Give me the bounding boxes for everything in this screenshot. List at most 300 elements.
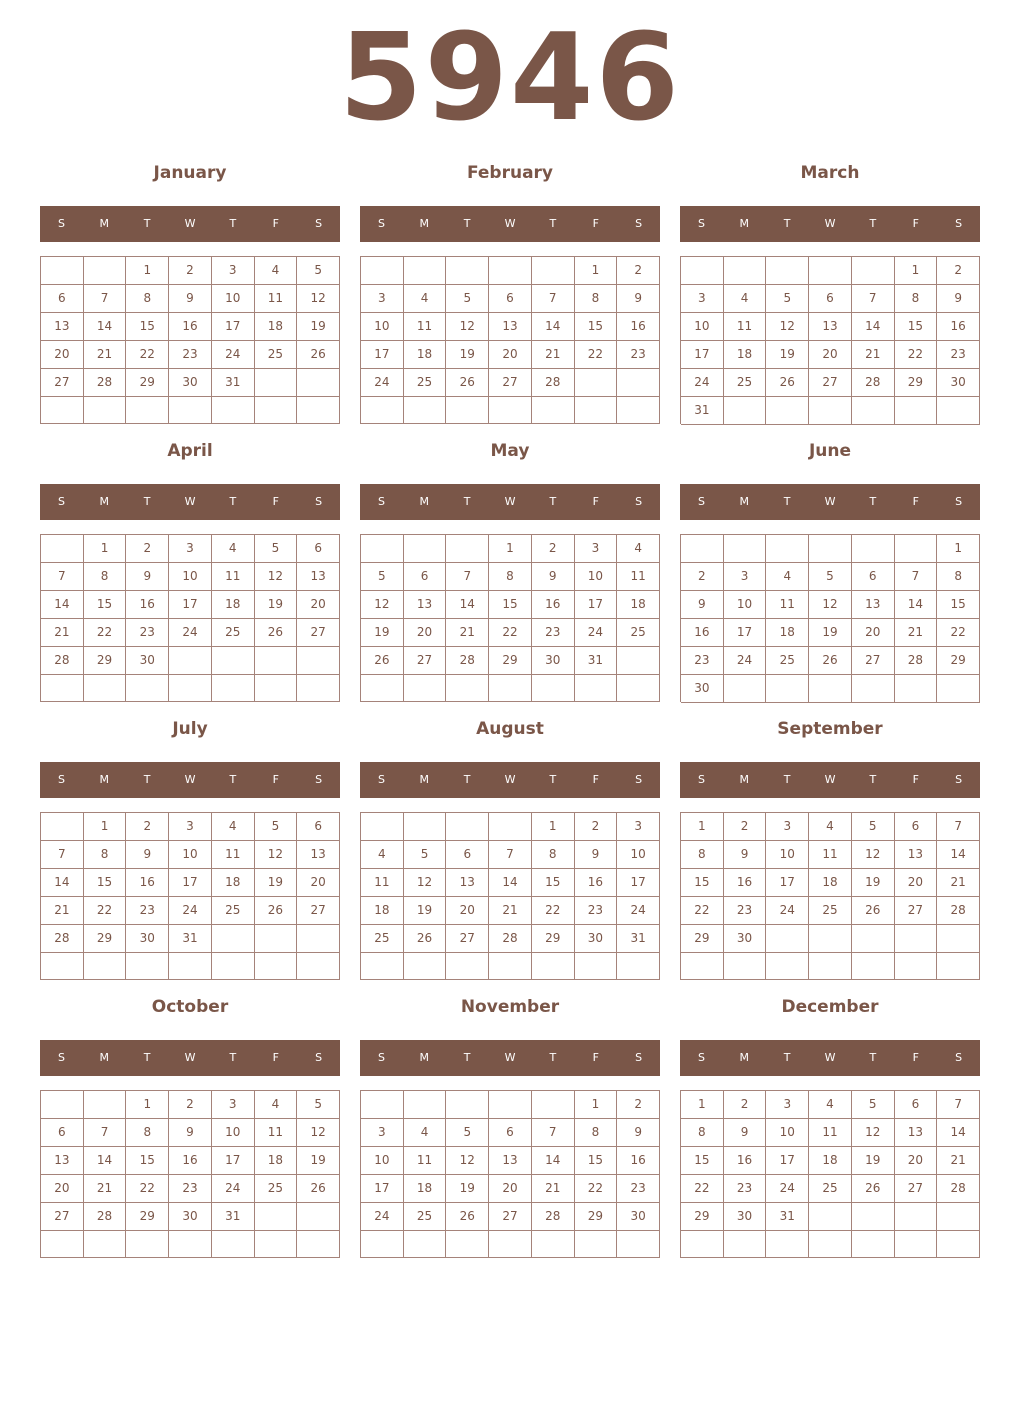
day-cell: 26	[852, 1175, 895, 1203]
weekday-label: F	[912, 773, 919, 786]
day-cell: 5	[361, 563, 404, 591]
day-cell	[489, 953, 532, 980]
day-cell	[809, 257, 852, 285]
weekday-label: F	[592, 773, 599, 786]
day-cell: 18	[255, 313, 298, 341]
day-cell: 30	[617, 1203, 660, 1231]
day-cell: 22	[937, 619, 980, 647]
day-cell: 27	[489, 369, 532, 397]
month-title: May	[490, 441, 530, 461]
day-cell	[41, 675, 84, 702]
day-cell: 2	[937, 257, 980, 285]
day-cell	[852, 675, 895, 703]
day-cell: 15	[532, 869, 575, 897]
day-cell: 1	[937, 535, 980, 563]
day-cell	[297, 397, 340, 424]
weekday-label: S	[315, 1051, 323, 1064]
day-cell: 24	[169, 897, 212, 925]
day-cell: 16	[937, 313, 980, 341]
day-cell: 25	[766, 647, 809, 675]
day-cell: 11	[724, 313, 767, 341]
day-cell: 16	[169, 1147, 212, 1175]
day-cell: 18	[212, 869, 255, 897]
day-cell: 1	[126, 257, 169, 285]
day-cell	[84, 397, 127, 424]
day-cell: 20	[895, 1147, 938, 1175]
day-cell: 30	[937, 369, 980, 397]
day-cell: 1	[681, 1091, 724, 1119]
weekday-label: T	[463, 1051, 471, 1064]
day-cell	[169, 1231, 212, 1258]
weekday-header	[40, 484, 340, 520]
day-cell: 23	[681, 647, 724, 675]
day-cell: 13	[297, 841, 340, 869]
weekday-label: S	[955, 1051, 963, 1064]
day-cell: 3	[766, 813, 809, 841]
day-cell: 26	[404, 925, 447, 953]
day-cell: 26	[255, 897, 298, 925]
day-cell	[575, 369, 618, 397]
day-cell	[895, 397, 938, 425]
day-cell: 7	[84, 285, 127, 313]
day-cell	[404, 1231, 447, 1258]
day-cell: 14	[446, 591, 489, 619]
day-cell: 22	[84, 619, 127, 647]
day-cell	[724, 535, 767, 563]
day-cell: 23	[575, 897, 618, 925]
day-cell: 28	[532, 1203, 575, 1231]
day-cell: 29	[681, 925, 724, 953]
day-cell: 5	[766, 285, 809, 313]
day-cell: 30	[532, 647, 575, 675]
day-cell: 6	[895, 813, 938, 841]
day-cell: 26	[297, 1175, 340, 1203]
day-cell: 8	[575, 1119, 618, 1147]
day-cell: 28	[895, 647, 938, 675]
day-cell	[489, 1091, 532, 1119]
day-cell	[852, 397, 895, 425]
day-cell: 11	[255, 1119, 298, 1147]
weekday-label: S	[697, 773, 705, 786]
weekday-label: M	[99, 1051, 110, 1064]
day-cell: 17	[361, 1175, 404, 1203]
day-cell: 8	[937, 563, 980, 591]
weekday-label: T	[229, 1051, 237, 1064]
weekday-label: S	[697, 217, 705, 230]
day-cell	[937, 953, 980, 980]
day-cell: 5	[255, 813, 298, 841]
day-cell: 7	[41, 841, 84, 869]
day-cell: 17	[766, 1147, 809, 1175]
day-cell: 6	[446, 841, 489, 869]
day-cell: 27	[41, 1203, 84, 1231]
day-cell: 12	[446, 313, 489, 341]
day-cell: 10	[212, 1119, 255, 1147]
weekday-label: T	[549, 495, 557, 508]
day-cell	[169, 397, 212, 424]
day-cell	[724, 257, 767, 285]
day-cell: 4	[809, 813, 852, 841]
day-cell	[532, 1231, 575, 1258]
weekday-label: M	[739, 495, 750, 508]
month-title: December	[781, 997, 879, 1017]
day-cell: 31	[681, 397, 724, 425]
day-cell	[617, 369, 660, 397]
day-cell	[575, 953, 618, 980]
day-cell: 25	[361, 925, 404, 953]
day-cell	[681, 535, 724, 563]
day-cell: 11	[361, 869, 404, 897]
day-cell: 19	[852, 1147, 895, 1175]
day-cell: 21	[84, 1175, 127, 1203]
day-cell	[169, 647, 212, 675]
day-cell	[361, 397, 404, 424]
day-cell	[84, 1091, 127, 1119]
day-cell	[84, 675, 127, 702]
weekday-label: M	[99, 773, 110, 786]
day-cell: 28	[937, 1175, 980, 1203]
weekday-label: T	[143, 495, 151, 508]
day-cell	[361, 1231, 404, 1258]
day-cell: 26	[809, 647, 852, 675]
day-cell	[126, 675, 169, 702]
day-cell: 25	[255, 341, 298, 369]
day-cell: 16	[681, 619, 724, 647]
day-cell	[766, 257, 809, 285]
day-cell: 21	[937, 869, 980, 897]
weekday-header	[360, 206, 660, 242]
day-cell: 14	[41, 869, 84, 897]
day-cell: 26	[446, 369, 489, 397]
day-cell: 20	[404, 619, 447, 647]
day-grid	[680, 1090, 980, 1258]
day-cell	[212, 675, 255, 702]
day-cell: 13	[41, 1147, 84, 1175]
day-cell: 25	[809, 897, 852, 925]
weekday-label: T	[463, 773, 471, 786]
day-cell	[41, 813, 84, 841]
day-cell: 12	[361, 591, 404, 619]
day-cell: 19	[255, 591, 298, 619]
month-title: February	[466, 163, 554, 183]
weekday-label: S	[697, 1051, 705, 1064]
weekday-label: F	[272, 217, 279, 230]
day-cell: 9	[169, 285, 212, 313]
day-cell: 13	[404, 591, 447, 619]
day-cell: 13	[446, 869, 489, 897]
weekday-label: T	[783, 1051, 791, 1064]
weekday-label: T	[869, 773, 877, 786]
weekday-label: S	[377, 773, 385, 786]
day-cell: 3	[169, 535, 212, 563]
weekday-label: S	[315, 495, 323, 508]
weekday-label: T	[229, 773, 237, 786]
day-cell	[532, 257, 575, 285]
day-cell	[766, 397, 809, 425]
day-cell	[489, 1231, 532, 1258]
day-cell: 19	[852, 869, 895, 897]
day-cell: 29	[84, 647, 127, 675]
day-cell	[766, 675, 809, 703]
day-cell	[446, 257, 489, 285]
day-cell: 29	[489, 647, 532, 675]
day-cell	[446, 535, 489, 563]
day-cell	[446, 397, 489, 424]
day-cell: 3	[212, 1091, 255, 1119]
day-cell: 5	[809, 563, 852, 591]
day-cell: 25	[255, 1175, 298, 1203]
day-cell: 5	[852, 1091, 895, 1119]
weekday-label: M	[419, 1051, 430, 1064]
weekday-label: F	[912, 1051, 919, 1064]
day-cell: 2	[126, 535, 169, 563]
weekday-label: T	[783, 773, 791, 786]
day-cell: 24	[361, 1203, 404, 1231]
day-cell: 26	[852, 897, 895, 925]
weekday-header	[40, 1040, 340, 1076]
day-cell	[809, 675, 852, 703]
day-cell: 17	[212, 1147, 255, 1175]
day-cell: 12	[766, 313, 809, 341]
month-title: March	[800, 163, 860, 183]
day-cell	[809, 1231, 852, 1258]
weekday-label: M	[739, 1051, 750, 1064]
weekday-label: T	[463, 217, 471, 230]
weekday-label: T	[869, 1051, 877, 1064]
day-cell	[297, 925, 340, 953]
day-grid	[40, 812, 340, 980]
day-cell	[84, 257, 127, 285]
day-cell: 7	[84, 1119, 127, 1147]
day-cell: 31	[575, 647, 618, 675]
day-cell: 28	[84, 369, 127, 397]
day-cell	[361, 535, 404, 563]
day-grid	[680, 256, 980, 424]
day-cell: 15	[126, 313, 169, 341]
weekday-label: F	[912, 495, 919, 508]
day-cell	[937, 397, 980, 425]
weekday-label: S	[635, 217, 643, 230]
day-cell: 18	[724, 341, 767, 369]
day-cell	[41, 257, 84, 285]
day-cell	[41, 1231, 84, 1258]
day-cell: 21	[489, 897, 532, 925]
weekday-label: S	[377, 1051, 385, 1064]
day-cell: 29	[126, 1203, 169, 1231]
weekday-label: M	[99, 217, 110, 230]
weekday-label: S	[377, 217, 385, 230]
day-cell: 12	[809, 591, 852, 619]
day-cell: 11	[212, 841, 255, 869]
day-cell: 29	[532, 925, 575, 953]
weekday-header	[360, 1040, 660, 1076]
day-cell	[895, 1203, 938, 1231]
day-cell: 19	[255, 869, 298, 897]
day-cell: 16	[617, 1147, 660, 1175]
day-cell	[532, 1091, 575, 1119]
day-cell: 4	[724, 285, 767, 313]
day-cell: 21	[895, 619, 938, 647]
day-cell: 14	[937, 1119, 980, 1147]
day-cell: 14	[895, 591, 938, 619]
day-cell: 23	[617, 341, 660, 369]
day-cell: 1	[895, 257, 938, 285]
day-cell: 6	[41, 1119, 84, 1147]
day-cell: 31	[212, 369, 255, 397]
day-cell: 21	[41, 897, 84, 925]
weekday-label: M	[419, 495, 430, 508]
day-cell: 3	[361, 1119, 404, 1147]
weekday-header	[680, 206, 980, 242]
weekday-header	[360, 762, 660, 798]
day-cell: 31	[212, 1203, 255, 1231]
day-cell: 20	[809, 341, 852, 369]
month-title: July	[172, 719, 208, 739]
day-cell: 17	[361, 341, 404, 369]
day-cell: 11	[404, 313, 447, 341]
weekday-label: S	[57, 773, 65, 786]
day-cell: 2	[724, 813, 767, 841]
day-cell: 5	[446, 285, 489, 313]
day-cell: 1	[84, 535, 127, 563]
day-cell: 6	[489, 285, 532, 313]
day-cell: 24	[617, 897, 660, 925]
day-cell: 18	[212, 591, 255, 619]
day-cell: 23	[937, 341, 980, 369]
weekday-label: F	[912, 217, 919, 230]
weekday-label: S	[697, 495, 705, 508]
day-cell: 4	[255, 257, 298, 285]
day-cell: 10	[361, 1147, 404, 1175]
day-cell: 24	[681, 369, 724, 397]
day-grid	[680, 534, 980, 702]
day-cell: 27	[809, 369, 852, 397]
day-cell	[41, 1091, 84, 1119]
day-cell: 23	[532, 619, 575, 647]
day-cell: 12	[255, 841, 298, 869]
day-cell	[297, 1231, 340, 1258]
day-cell: 20	[297, 869, 340, 897]
day-cell: 12	[404, 869, 447, 897]
day-cell: 27	[297, 897, 340, 925]
day-cell: 22	[126, 341, 169, 369]
day-cell: 2	[169, 257, 212, 285]
day-cell: 9	[724, 841, 767, 869]
day-cell: 28	[937, 897, 980, 925]
day-cell	[404, 535, 447, 563]
weekday-label: W	[184, 773, 196, 786]
day-cell: 30	[724, 925, 767, 953]
day-cell	[255, 925, 298, 953]
day-cell: 4	[361, 841, 404, 869]
day-cell: 3	[617, 813, 660, 841]
day-cell: 14	[532, 1147, 575, 1175]
day-cell	[937, 1231, 980, 1258]
day-cell: 15	[126, 1147, 169, 1175]
day-cell: 5	[404, 841, 447, 869]
day-cell: 13	[297, 563, 340, 591]
day-cell	[617, 953, 660, 980]
day-cell: 12	[446, 1147, 489, 1175]
day-cell: 29	[681, 1203, 724, 1231]
weekday-label: S	[377, 495, 385, 508]
weekday-label: S	[635, 1051, 643, 1064]
day-cell	[895, 925, 938, 953]
day-cell: 28	[41, 925, 84, 953]
month-title: August	[476, 719, 544, 739]
day-grid	[680, 812, 980, 980]
day-cell	[852, 257, 895, 285]
day-cell	[532, 675, 575, 702]
day-cell: 31	[766, 1203, 809, 1231]
day-cell	[255, 647, 298, 675]
weekday-label: W	[184, 217, 196, 230]
weekday-label: M	[419, 773, 430, 786]
day-cell: 30	[575, 925, 618, 953]
day-cell	[361, 1091, 404, 1119]
day-cell: 12	[297, 285, 340, 313]
weekday-label: W	[504, 1051, 516, 1064]
day-cell: 2	[681, 563, 724, 591]
day-cell: 12	[255, 563, 298, 591]
day-cell	[446, 675, 489, 702]
day-cell: 26	[361, 647, 404, 675]
day-cell	[937, 675, 980, 703]
day-cell: 8	[681, 1119, 724, 1147]
day-cell: 30	[681, 675, 724, 703]
weekday-label: W	[504, 773, 516, 786]
day-cell: 25	[404, 369, 447, 397]
day-cell: 20	[489, 341, 532, 369]
day-cell: 29	[937, 647, 980, 675]
day-cell: 19	[446, 341, 489, 369]
day-cell: 2	[575, 813, 618, 841]
day-cell	[489, 813, 532, 841]
day-cell: 22	[489, 619, 532, 647]
month-title: October	[151, 997, 229, 1017]
day-cell: 1	[84, 813, 127, 841]
day-cell	[84, 953, 127, 980]
day-cell: 19	[446, 1175, 489, 1203]
day-cell: 25	[809, 1175, 852, 1203]
day-cell: 22	[575, 1175, 618, 1203]
day-cell: 15	[575, 313, 618, 341]
day-cell: 10	[212, 285, 255, 313]
day-cell: 28	[532, 369, 575, 397]
day-cell: 7	[532, 1119, 575, 1147]
weekday-label: W	[824, 1051, 836, 1064]
weekday-label: S	[315, 217, 323, 230]
day-cell: 13	[895, 841, 938, 869]
day-grid	[40, 256, 340, 424]
day-cell: 3	[575, 535, 618, 563]
day-cell: 22	[575, 341, 618, 369]
day-cell: 9	[575, 841, 618, 869]
day-cell: 13	[489, 1147, 532, 1175]
weekday-label: F	[592, 1051, 599, 1064]
day-cell	[575, 675, 618, 702]
weekday-label: S	[955, 773, 963, 786]
weekday-label: T	[143, 773, 151, 786]
day-cell: 16	[724, 869, 767, 897]
day-cell: 17	[724, 619, 767, 647]
day-cell: 11	[255, 285, 298, 313]
day-cell: 25	[404, 1203, 447, 1231]
day-cell: 19	[766, 341, 809, 369]
day-cell	[895, 535, 938, 563]
day-cell: 30	[724, 1203, 767, 1231]
day-cell: 17	[766, 869, 809, 897]
